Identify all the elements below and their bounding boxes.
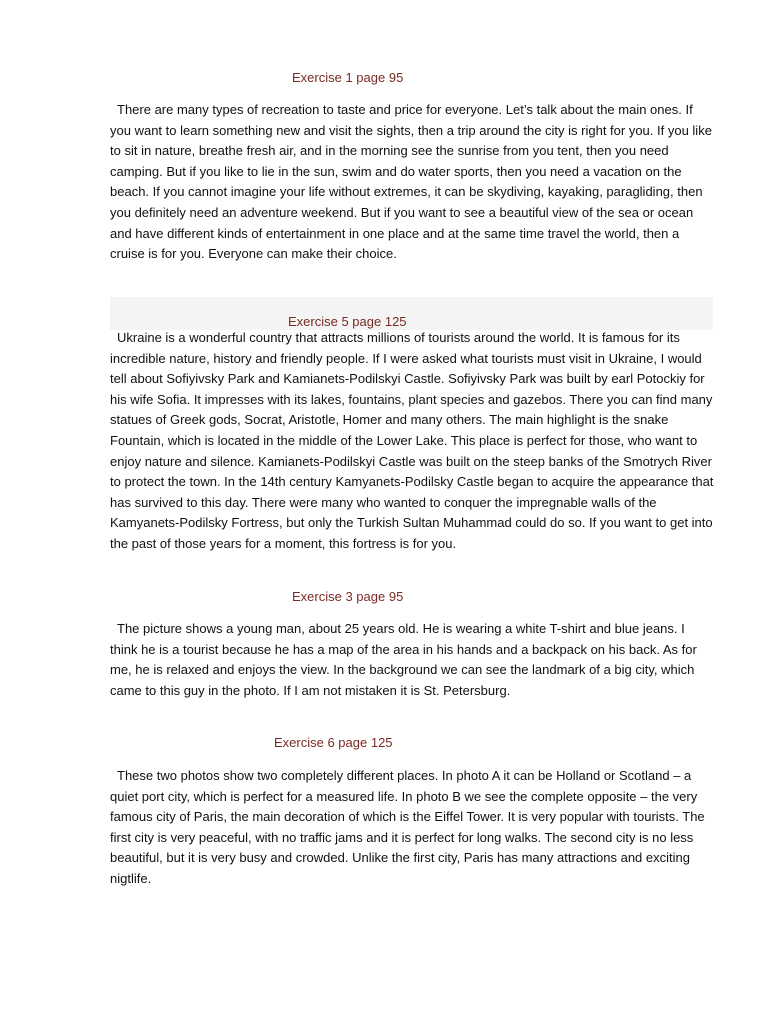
paragraph-exercise-5: Ukraine is a wonderful country that attracts millions of tourists around the world. It is famous for its incredible nature, history and friendly people. If I were asked what tourists must visit in Ukraine, I would tell about Sofiyivsky Park and Kamianets-Podilskyi Castle. Sofiyivsky Park was built by earl Potockiy for his wife Sofia. It impresses with its lakes, fountains, plant species and gazebos. There you can find many statues of Greek gods, Socrat, Aristotle, Homer and many others. The main highlight is the snake Fountain, which is located in the middle of the Lower Lake. This place is perfect for those, who want to enjoy nature and silence. Kamianets-Podilskyi Castle was built on the steep banks of the Smotrych River to protect the town. In the 14th century Kamyanets-Podilsky Castle began to acquire the appearance that has survived to this day. There were many who wanted to conquer the impregnable walls of the Kamyanets-Podilsky Fortress, but only the Turkish Sultan Muhammad could do so. If you want to get into the past of those years for a moment, this fortress is for you.	[110, 330, 714, 551]
shaded-band	[110, 297, 713, 330]
heading-exercise-1: Exercise 1 page 95	[292, 70, 404, 85]
paragraph-exercise-6: These two photos show two completely different places. In photo A it can be Holland or Scotland – a quiet port city, which is perfect for a measured life. In photo B we see the complete opposite – the very famous city of Paris, the main decoration of which is the Eiffel Tower. It is very popular with tourists. The first city is very peaceful, with no traffic jams and it is perfect for long walks. The second city is no less beautiful, but it is very busy and crowded. Unlike the first city, Paris has many attractions and exciting nigtlife.	[110, 768, 705, 886]
paragraph-exercise-3: The picture shows a young man, about 25 years old. He is wearing a white T-shirt and blue jeans. I think he is a tourist because he has a map of the area in his hands and a backpack on his back. As for me, he is relaxed and enjoys the view. In the background we can see the landmark of a big city, which came to this guy in the photo. If I am not mistaken it is St. Petersburg.	[110, 621, 697, 698]
heading-exercise-5: Exercise 5 page 125	[288, 314, 407, 329]
paragraph-exercise-1: There are many types of recreation to taste and price for everyone. Let’s talk about the main ones. If you want to learn something new and visit the sights, then a trip around the city is right for you. If you like to sit in nature, breathe fresh air, and in the morning see the sunrise from you tent, then you need camping. But if you like to lie in the sun, swim and do water sports, then you need a vacation on the beach. If you cannot imagine your life without extremes, it can be skydiving, kayaking, paragliding, then you definitely need an adventure weekend. But if you want to see a beautiful view of the sea or ocean and have different kinds of entertainment in one place and at the same time travel the world, then a cruise is for you. Everyone can make their choice.	[110, 102, 712, 262]
heading-exercise-6: Exercise 6 page 125	[274, 735, 393, 750]
heading-exercise-3: Exercise 3 page 95	[292, 589, 404, 604]
